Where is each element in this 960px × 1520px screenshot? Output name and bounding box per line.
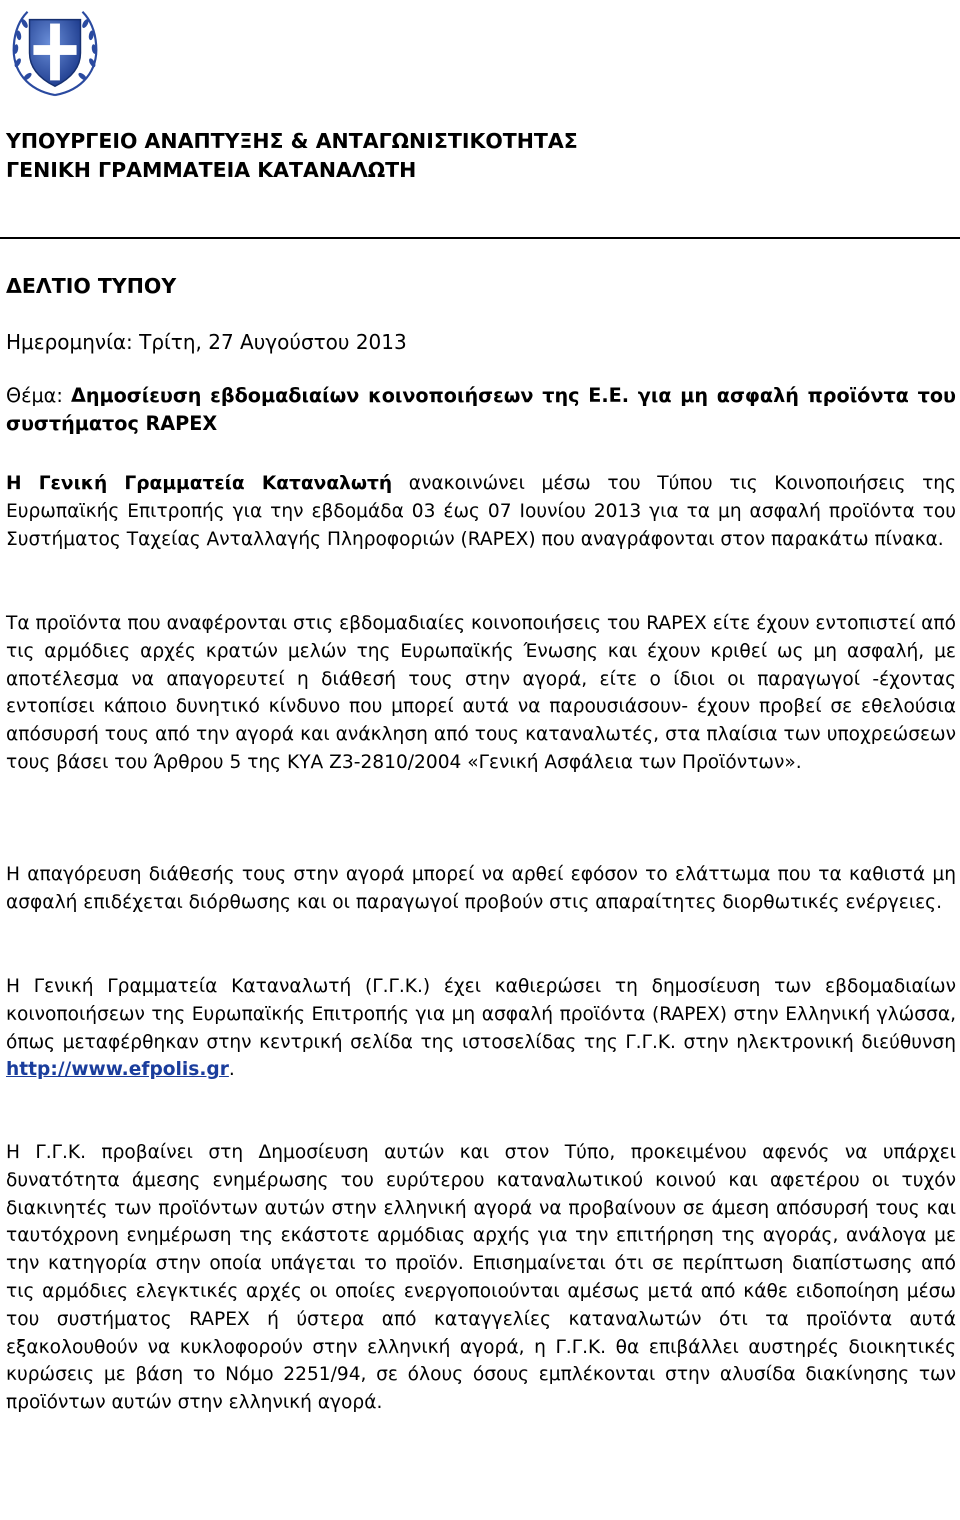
subject-text: Δημοσίευση εβδομαδιαίων κοινοποιήσεων της Ε.Ε. για μη ασφαλή προϊόντα του συστήματος RAPEX bbox=[6, 384, 956, 435]
greek-coat-of-arms-emblem bbox=[6, 2, 104, 100]
ministry-name: ΥΠΟΥΡΓΕΙΟ ΑΝΑΠΤΥΞΗΣ & ΑΝΤΑΓΩΝΙΣΤΙΚΟΤΗΤΑΣ bbox=[6, 129, 578, 153]
paragraph-announcement bbox=[6, 470, 956, 553]
announcement-text: ανακοινώνει μέσω του Τύπου τις Κοινοποιήσεις της Ευρωπαϊκής Επιτροπής για την εβδομάδα 03 έως 07 Ιουνίου 2013 για τα μη ασφαλή προϊόντα του Συστήματος Ταχείας Ανταλλαγής Πληροφοριών (RAPEX) που αναγράφονται στον παρακάτω πίνακα. bbox=[6, 473, 956, 550]
secretariat-name: ΓΕΝΙΚΗ ΓΡΑΜΜΑΤΕΙΑ ΚΑΤΑΝΑΛΩΤΗ bbox=[6, 158, 417, 182]
announcement-lead: Η Γενική Γραμματεία Καταναλωτή bbox=[6, 473, 393, 494]
efpolis-link[interactable]: http://www.efpolis.gr bbox=[6, 1059, 229, 1081]
document-header bbox=[6, 127, 946, 185]
publication-text: Η Γενική Γραμματεία Καταναλωτή (Γ.Γ.Κ.) έχει καθιερώσει τη δημοσίευση των εβδομαδιαίων κοινοποιήσεων της Ευρωπαϊκής Επιτροπής για μη ασφαλή προϊόντα (RAPEX) στην Ελληνική γλώσσα, όπως μεταφέρθηκαν στην κεντρική σελίδα της ιστοσελίδας της Γ.Γ.Κ. στην ηλεκτρονική διεύθυνση bbox=[6, 976, 956, 1053]
subject-label: Θέμα: bbox=[6, 384, 71, 407]
paragraph-publication bbox=[6, 973, 956, 1084]
release-date: Ημερομηνία: Τρίτη, 27 Αυγούστου 2013 bbox=[6, 330, 407, 354]
subject-line bbox=[6, 382, 956, 438]
press-release-title: ΔΕΛΤΙΟ ΤΥΠΟΥ bbox=[6, 274, 177, 298]
publication-end: . bbox=[228, 1059, 235, 1081]
paragraph-enforcement: Η Γ.Γ.Κ. προβαίνει στη Δημοσίευση αυτών και στον Τύπο, προκειμένου αφενός να υπάρχει δυνατότητα άμεσης ενημέρωσης του ευρύτερου καταναλωτικού κοινού και αφετέρου οι τυχόν διακινητές των προϊόντων αυτών στην ελληνική αγορά να προβαίνουν σε άμεση απόσυρσή τους και ταυτόχρονη ενημέρωση της εκάστοτε αρμόδιας αρχής για την επιτήρηση της αγοράς, ανάλογα με την κατηγορία στην οποία υπάγεται το προϊόν. Επισημαίνεται ότι σε περίπτωση διαπίστωσης από τις αρμόδιες ελεγκτικές αρχές οι οποίες ενεργοποιούνται αμέσως μετά από κάθε ειδοποίηση μέσω του συστήματος RAPEX ή ύστερα από καταγγελίες καταναλωτών ότι τα προϊόντα αυτά εξακολουθούν να κυκλοφορούν στην ελληνική αγορά, η Γ.Γ.Κ. θα επιβάλλει αυστηρές διοικητικές κυρώσεις με βάση το Νόμο 2251/94, σε όλους όσους εμπλέκονται στην αλυσίδα διακίνησης των προϊόντων αυτών στην ελληνική αγορά. bbox=[6, 1142, 956, 1414]
header-divider bbox=[0, 237, 960, 239]
paragraph-ban: Η απαγόρευση διάθεσής τους στην αγορά μπορεί να αρθεί εφόσον το ελάττωμα που τα καθιστά μη ασφαλή επιδέχεται διόρθωσης και οι παραγωγοί προβούν στις απαραίτητες διορθωτικές ενέργειες. bbox=[6, 864, 956, 913]
paragraph-products: Τα προϊόντα που αναφέρονται στις εβδομαδιαίες κοινοποιήσεις του RAPEX είτε έχουν εντοπιστεί από τις αρμόδιες αρχές κρατών μελών της Ευρωπαϊκής Ένωσης και έχουν κριθεί ως μη ασφαλή, με αποτέλεσμα να απαγορευτεί η διάθεσή τους στην αγορά, είτε ο ίδιοι οι παραγωγοί -έχοντας εντοπίσει κάποιο δυνητικό κίνδυνο που μπορεί αυτά να παρουσιάσουν- έχουν προβεί σε εθελούσια απόσυρσή τους από την αγορά και ανάκληση από τους καταναλωτές, στα πλαίσια των υποχρεώσεων τους βάσει του Άρθρου 5 της ΚΥΑ Ζ3-2810/2004 «Γενική Ασφάλεια των Προϊόντων». bbox=[6, 613, 956, 773]
